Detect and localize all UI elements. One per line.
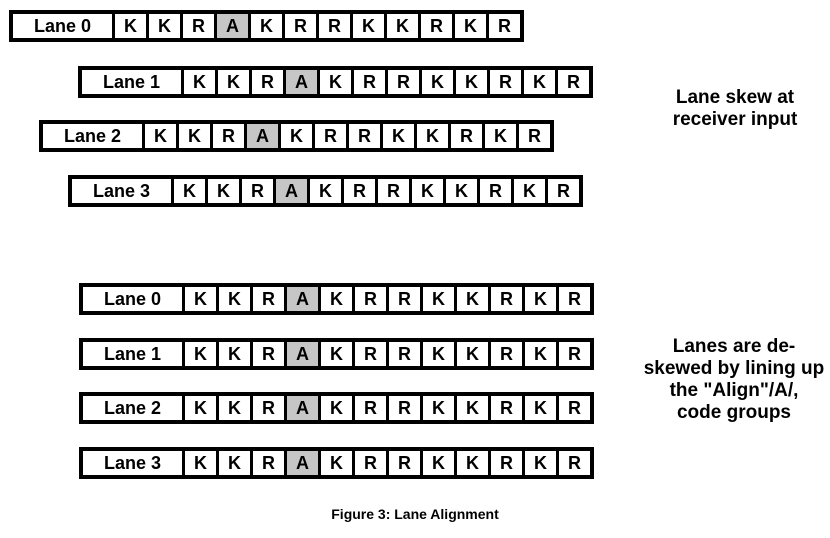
code-group: K [208, 179, 239, 203]
deskewed-lane-1 [79, 338, 594, 370]
code-group: R [315, 124, 346, 148]
align-code-group: A [287, 342, 318, 366]
code-group: R [491, 451, 522, 475]
code-group: K [525, 396, 556, 420]
code-group: K [455, 14, 486, 38]
deskew-note-line-1: Lanes are de- [672, 336, 796, 357]
code-group: K [321, 342, 352, 366]
code-group: K [457, 342, 488, 366]
code-group: R [253, 287, 284, 311]
align-code-group: A [287, 451, 318, 475]
align-code-group: A [276, 179, 307, 203]
code-group: K [184, 70, 215, 94]
lane-label: Lane 0 [83, 287, 182, 311]
code-group: R [559, 451, 590, 475]
code-group: K [321, 287, 352, 311]
figure-caption: Figure 3: Lane Alignment [331, 506, 499, 522]
code-group: K [417, 124, 448, 148]
deskew-note-line-2: skewed by lining up [643, 358, 825, 379]
code-group: R [389, 287, 420, 311]
code-group: R [389, 451, 420, 475]
code-group: R [344, 179, 375, 203]
code-group: R [213, 124, 244, 148]
code-group: K [174, 179, 205, 203]
code-group: K [185, 287, 216, 311]
deskewed-lane-2 [79, 392, 594, 424]
code-group: R [242, 179, 273, 203]
deskew-note [638, 336, 830, 424]
code-group: K [387, 14, 418, 38]
lane-label: Lane 1 [83, 342, 182, 366]
code-group: R [491, 287, 522, 311]
code-group: R [355, 451, 386, 475]
code-group: R [253, 451, 284, 475]
lane-label: Lane 3 [83, 451, 182, 475]
code-group: R [252, 70, 283, 94]
code-group: K [115, 14, 146, 38]
skew-note-line-1: Lane skew at [675, 87, 795, 108]
code-group: R [548, 179, 579, 203]
code-group: K [423, 342, 454, 366]
skew-note [650, 87, 820, 131]
lane-label: Lane 2 [83, 396, 182, 420]
code-group: K [457, 396, 488, 420]
code-group: K [525, 451, 556, 475]
code-group: R [558, 70, 589, 94]
deskew-note-line-4: code groups [676, 402, 791, 423]
code-group: K [383, 124, 414, 148]
code-group: R [183, 14, 214, 38]
code-group: K [321, 451, 352, 475]
code-group: K [251, 14, 282, 38]
code-group: R [389, 342, 420, 366]
code-group: K [525, 287, 556, 311]
code-group: R [285, 14, 316, 38]
code-group: R [355, 342, 386, 366]
code-group: K [457, 287, 488, 311]
code-group: K [485, 124, 516, 148]
code-group: K [524, 70, 555, 94]
code-group: K [514, 179, 545, 203]
code-group: R [355, 396, 386, 420]
code-group: K [218, 70, 249, 94]
code-group: K [457, 451, 488, 475]
skewed-lane-3 [68, 175, 583, 207]
lane-label: Lane 1 [82, 70, 181, 94]
code-group: K [320, 70, 351, 94]
align-code-group: A [286, 70, 317, 94]
lane-label: Lane 3 [72, 179, 171, 203]
code-group: R [559, 342, 590, 366]
align-code-group: A [287, 287, 318, 311]
code-group: K [219, 287, 250, 311]
code-group: R [421, 14, 452, 38]
deskew-note-line-3: the "Align"/A/, [669, 380, 799, 401]
code-group: R [490, 70, 521, 94]
skew-note-line-2: receiver input [672, 109, 798, 130]
code-group: R [559, 396, 590, 420]
code-group: K [185, 342, 216, 366]
code-group: K [525, 342, 556, 366]
code-group: K [145, 124, 176, 148]
code-group: K [185, 451, 216, 475]
code-group: K [281, 124, 312, 148]
align-code-group: A [287, 396, 318, 420]
code-group: R [519, 124, 550, 148]
code-group: K [219, 396, 250, 420]
code-group: R [319, 14, 350, 38]
lane-label: Lane 2 [43, 124, 142, 148]
code-group: K [423, 451, 454, 475]
lane-label: Lane 0 [13, 14, 112, 38]
align-code-group: A [247, 124, 278, 148]
skewed-lane-1 [78, 66, 593, 98]
code-group: R [389, 396, 420, 420]
code-group: R [355, 287, 386, 311]
code-group: K [185, 396, 216, 420]
code-group: K [423, 287, 454, 311]
code-group: R [354, 70, 385, 94]
code-group: R [491, 342, 522, 366]
deskewed-lane-3 [79, 447, 594, 479]
code-group: K [456, 70, 487, 94]
code-group: R [388, 70, 419, 94]
code-group: R [480, 179, 511, 203]
code-group: K [310, 179, 341, 203]
align-code-group: A [217, 14, 248, 38]
code-group: R [451, 124, 482, 148]
code-group: R [559, 287, 590, 311]
code-group: R [489, 14, 520, 38]
skewed-lane-2 [39, 120, 554, 152]
code-group: K [219, 451, 250, 475]
code-group: K [321, 396, 352, 420]
code-group: R [491, 396, 522, 420]
code-group: K [446, 179, 477, 203]
code-group: K [179, 124, 210, 148]
code-group: R [378, 179, 409, 203]
code-group: K [423, 396, 454, 420]
code-group: R [253, 396, 284, 420]
code-group: K [353, 14, 384, 38]
code-group: K [149, 14, 180, 38]
deskewed-lane-0 [79, 283, 594, 315]
skewed-lane-0 [9, 10, 524, 42]
code-group: R [253, 342, 284, 366]
code-group: K [412, 179, 443, 203]
code-group: K [422, 70, 453, 94]
code-group: R [349, 124, 380, 148]
code-group: K [219, 342, 250, 366]
